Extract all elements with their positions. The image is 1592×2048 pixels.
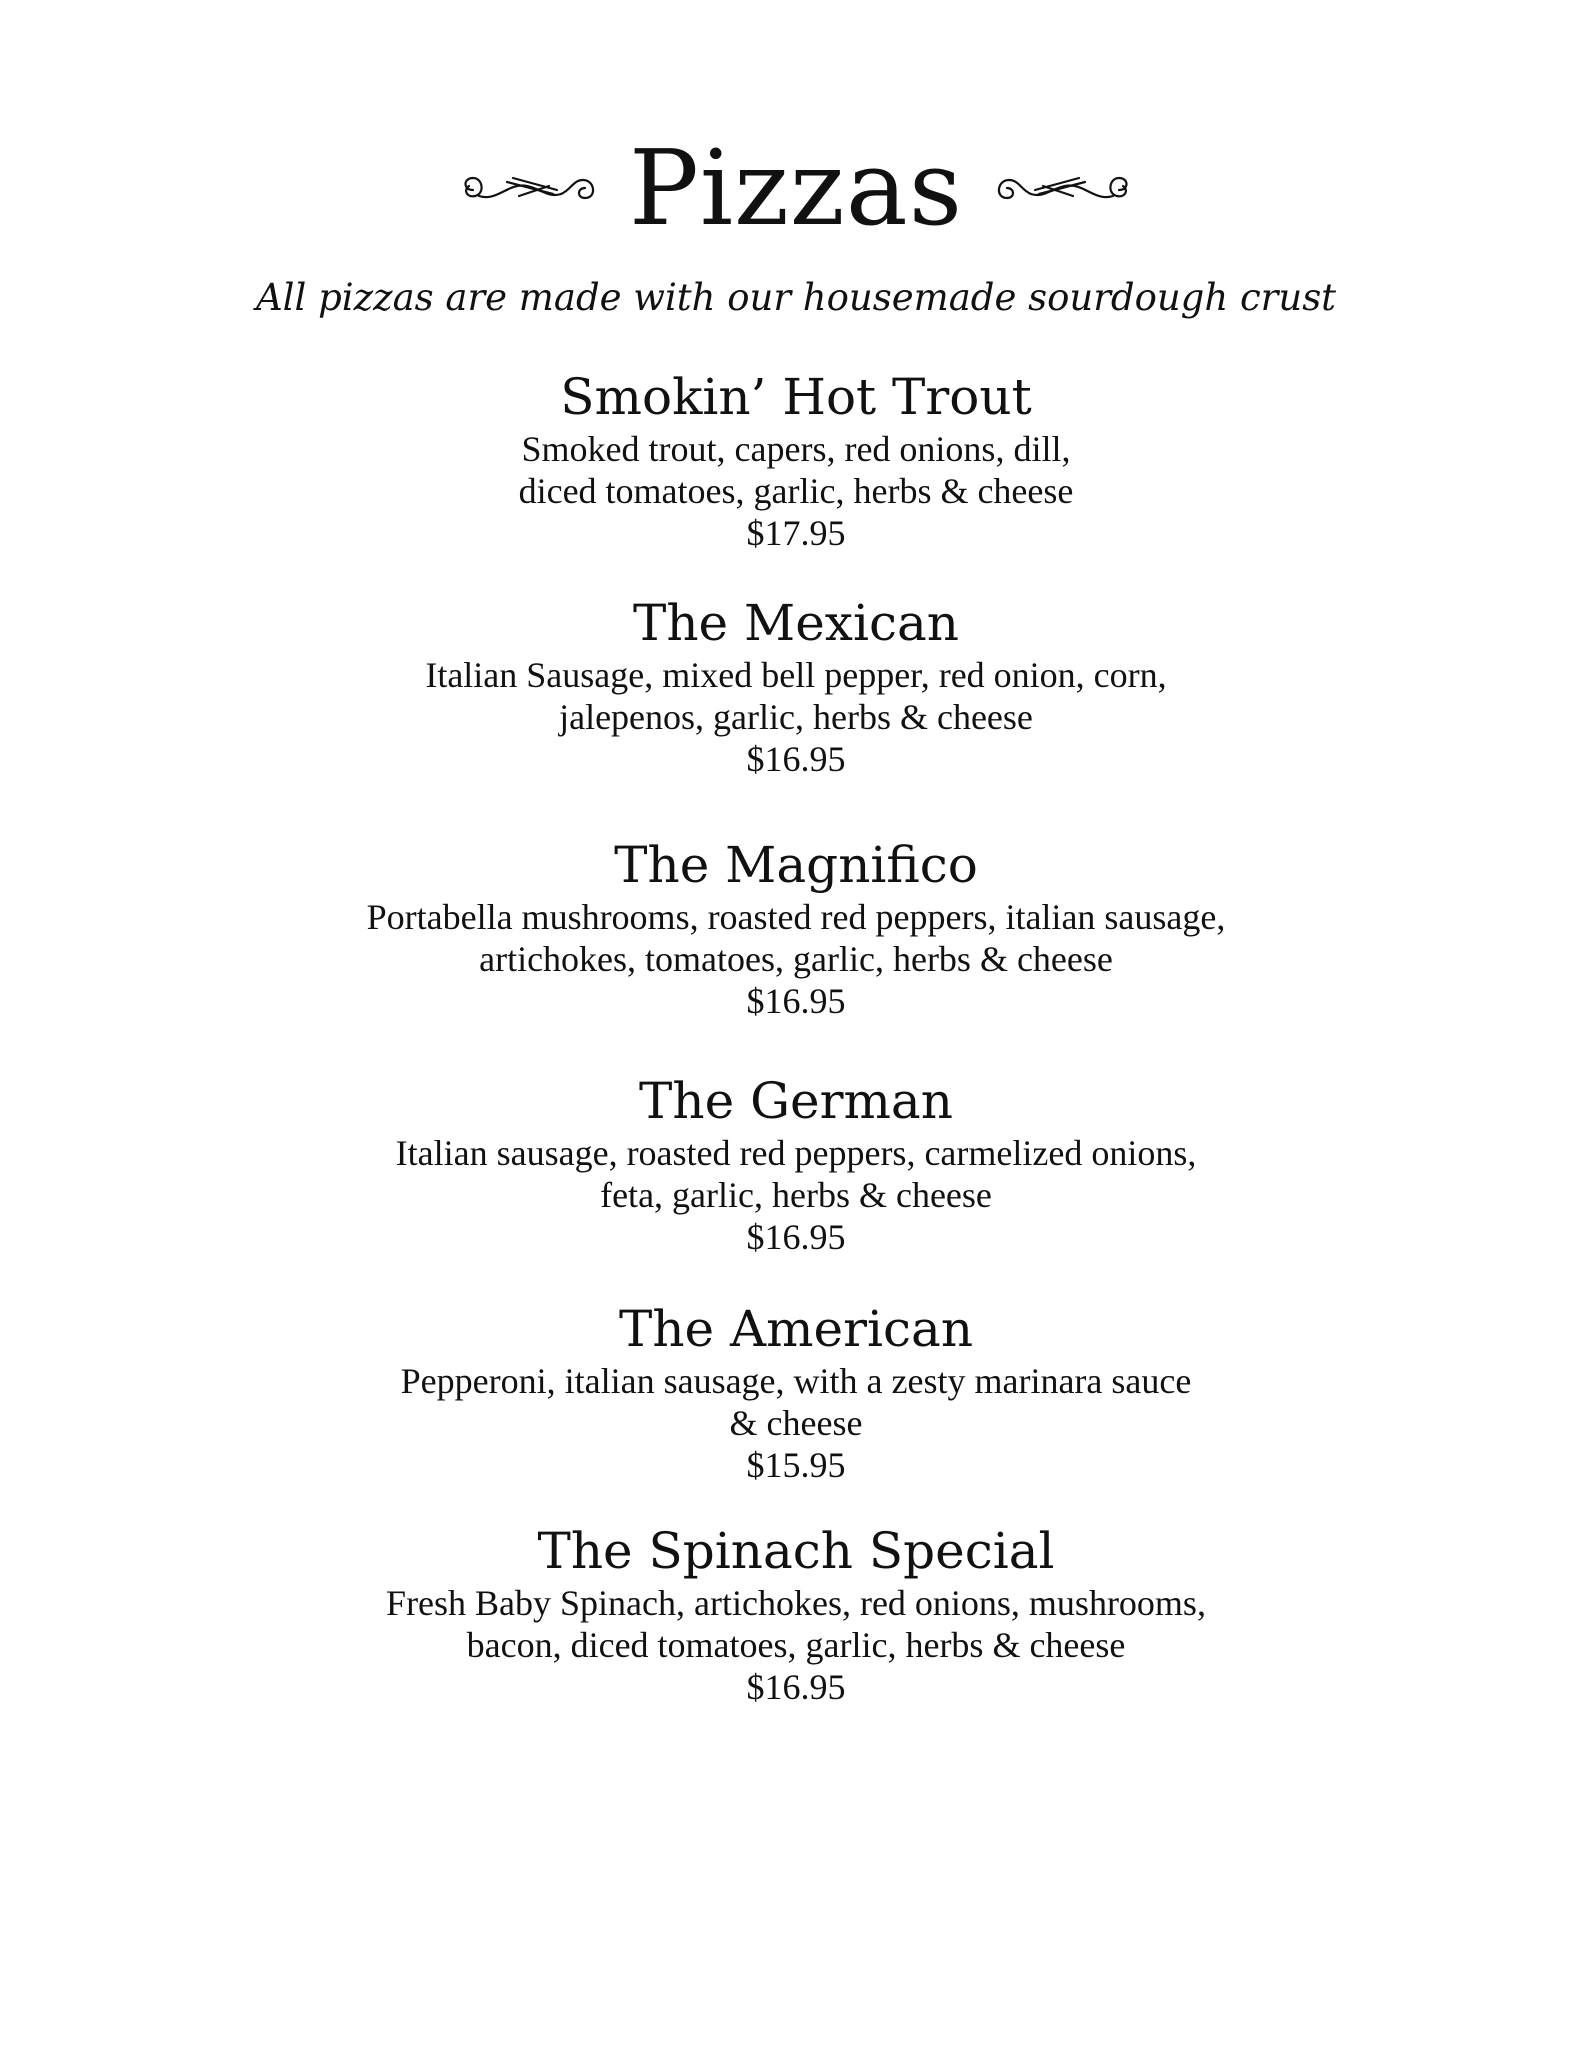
item-description-line: jalepenos, garlic, herbs & cheese <box>559 697 1033 737</box>
item-description <box>0 428 1592 512</box>
item-name: The Spinach Special <box>537 1522 1055 1580</box>
item-price: $16.95 <box>746 981 846 1021</box>
menu-item <box>0 592 1592 780</box>
menu-item <box>0 834 1592 1022</box>
item-name: Smokin’ Hot Trout <box>560 368 1032 426</box>
item-description-line: Portabella mushrooms, roasted red peppers, italian sausage, <box>366 897 1226 937</box>
item-description-line: & cheese <box>729 1403 863 1443</box>
item-price: $16.95 <box>746 1667 846 1707</box>
item-price: $15.95 <box>746 1445 846 1485</box>
item-description-line: Italian sausage, roasted red peppers, carmelized onions, <box>395 1133 1197 1173</box>
item-description <box>0 896 1592 980</box>
item-description <box>0 1360 1592 1444</box>
item-name: The Magnifico <box>614 836 978 894</box>
item-description-line: Smoked trout, capers, red onions, dill, <box>521 429 1071 469</box>
flourish-icon <box>985 160 1135 216</box>
item-description <box>0 1582 1592 1666</box>
menu-subtitle: All pizzas are made with our housemade sourdough crust <box>255 276 1337 319</box>
item-price: $16.95 <box>746 739 846 779</box>
item-name: The Mexican <box>632 594 960 652</box>
item-description-line: Italian Sausage, mixed bell pepper, red onion, corn, <box>425 655 1167 695</box>
page-title: Pizzas <box>628 127 964 249</box>
item-name: The German <box>639 1072 953 1130</box>
menu-item <box>0 1520 1592 1708</box>
title-row <box>0 128 1592 248</box>
item-name: The American <box>618 1300 974 1358</box>
item-description-line: feta, garlic, herbs & cheese <box>600 1175 992 1215</box>
item-description-line: Fresh Baby Spinach, artichokes, red onions, mushrooms, <box>386 1583 1206 1623</box>
item-description <box>0 654 1592 738</box>
item-description-line: artichokes, tomatoes, garlic, herbs & cheese <box>479 939 1113 979</box>
menu-item <box>0 1298 1592 1486</box>
item-price: $17.95 <box>746 513 846 553</box>
flourish-icon <box>457 160 607 216</box>
item-price: $16.95 <box>746 1217 846 1257</box>
item-description-line: diced tomatoes, garlic, herbs & cheese <box>518 471 1074 511</box>
item-description <box>0 1132 1592 1216</box>
menu-item <box>0 366 1592 554</box>
item-description-line: Pepperoni, italian sausage, with a zesty marinara sauce <box>400 1361 1192 1401</box>
item-description-line: bacon, diced tomatoes, garlic, herbs & cheese <box>466 1625 1126 1665</box>
menu-item <box>0 1070 1592 1258</box>
